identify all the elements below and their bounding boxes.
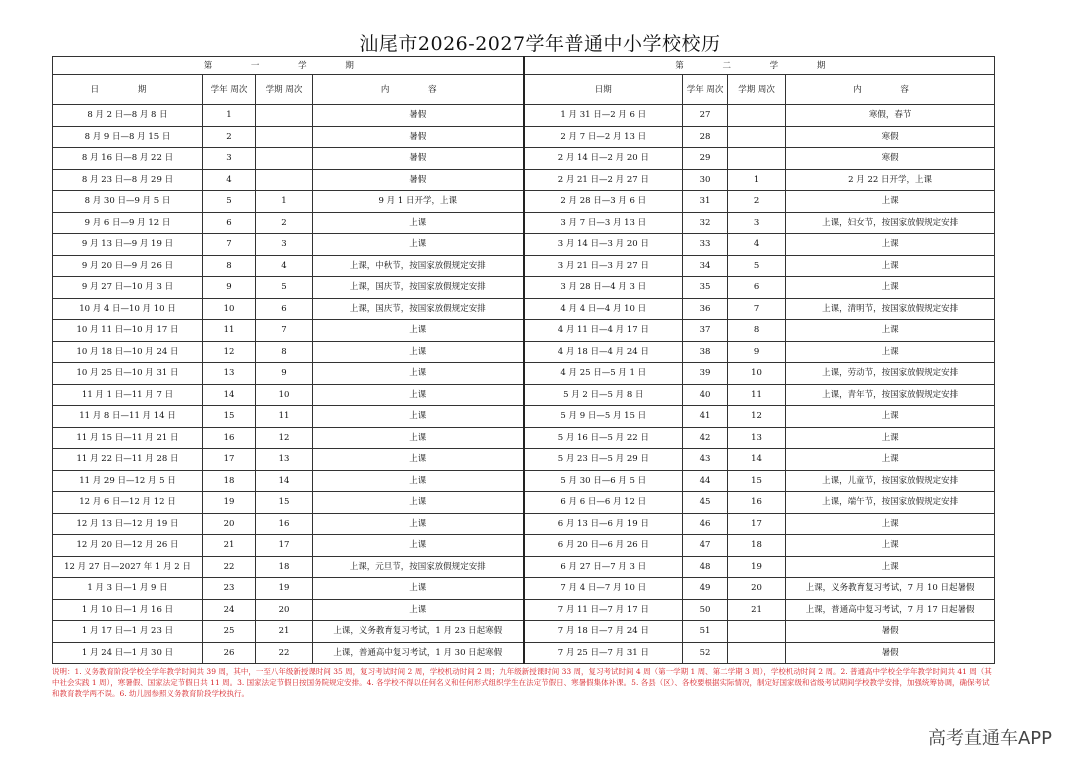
content-cell-second: 寒假 xyxy=(786,126,995,148)
content-cell-first: 上课 xyxy=(313,234,524,256)
year-week-cell-second: 40 xyxy=(683,384,728,406)
term-week-cell-first: 21 xyxy=(256,621,313,643)
content-cell-first: 上课 xyxy=(313,427,524,449)
date-cell-second: 4 月 25 日—5 月 1 日 xyxy=(524,363,683,385)
year-week-header-second: 学年 周次 xyxy=(683,75,728,105)
term-week-cell-first: 10 xyxy=(256,384,313,406)
table-row xyxy=(53,384,995,406)
date-cell-first: 12 月 6 日—12 月 12 日 xyxy=(53,492,203,514)
date-cell-second: 3 月 7 日—3 月 13 日 xyxy=(524,212,683,234)
term-week-cell-second: 4 xyxy=(728,234,786,256)
table-row xyxy=(53,191,995,213)
year-week-cell-first: 23 xyxy=(203,578,256,600)
content-cell-second: 暑假 xyxy=(786,621,995,643)
term-week-cell-second: 10 xyxy=(728,363,786,385)
table-row xyxy=(53,642,995,664)
table-row xyxy=(53,341,995,363)
year-week-cell-first: 21 xyxy=(203,535,256,557)
date-cell-first: 1 月 24 日—1 月 30 日 xyxy=(53,642,203,664)
term-week-cell-second: 11 xyxy=(728,384,786,406)
term-week-cell-first: 15 xyxy=(256,492,313,514)
date-cell-first: 9 月 13 日—9 月 19 日 xyxy=(53,234,203,256)
table-row xyxy=(53,578,995,600)
content-cell-second: 上课 xyxy=(786,406,995,428)
content-cell-first: 上课 xyxy=(313,320,524,342)
first-semester-header: 第 一 学 期 xyxy=(53,57,524,75)
date-header-first: 日 期 xyxy=(53,75,203,105)
year-week-cell-second: 29 xyxy=(683,148,728,170)
year-week-cell-second: 42 xyxy=(683,427,728,449)
content-cell-first: 上课 xyxy=(313,449,524,471)
term-week-cell-second: 3 xyxy=(728,212,786,234)
term-week-cell-second: 6 xyxy=(728,277,786,299)
term-week-cell-first: 7 xyxy=(256,320,313,342)
term-week-cell-first: 2 xyxy=(256,212,313,234)
year-week-cell-second: 31 xyxy=(683,191,728,213)
date-cell-second: 4 月 11 日—4 月 17 日 xyxy=(524,320,683,342)
table-row xyxy=(53,449,995,471)
table-row xyxy=(53,363,995,385)
term-week-cell-second: 17 xyxy=(728,513,786,535)
term-week-cell-first: 12 xyxy=(256,427,313,449)
date-cell-second: 6 月 13 日—6 月 19 日 xyxy=(524,513,683,535)
content-cell-first: 上课 xyxy=(313,212,524,234)
content-cell-second: 上课 xyxy=(786,449,995,471)
year-week-cell-second: 37 xyxy=(683,320,728,342)
term-week-cell-second: 20 xyxy=(728,578,786,600)
date-cell-first: 8 月 9 日—8 月 15 日 xyxy=(53,126,203,148)
content-cell-first: 上课，元旦节，按国家放假规定安排 xyxy=(313,556,524,578)
year-week-cell-first: 24 xyxy=(203,599,256,621)
page-title: 汕尾市2026-2027学年普通中小学校校历 xyxy=(359,33,721,55)
content-cell-second: 上课 xyxy=(786,320,995,342)
content-cell-first: 上课 xyxy=(313,492,524,514)
content-cell-first: 暑假 xyxy=(313,105,524,127)
table-row xyxy=(53,492,995,514)
date-cell-first: 8 月 16 日—8 月 22 日 xyxy=(53,148,203,170)
term-week-cell-second: 13 xyxy=(728,427,786,449)
term-week-cell-first: 13 xyxy=(256,449,313,471)
term-week-cell-first: 19 xyxy=(256,578,313,600)
term-week-cell-first: 1 xyxy=(256,191,313,213)
content-cell-first: 暑假 xyxy=(313,148,524,170)
term-week-cell-first: 20 xyxy=(256,599,313,621)
date-cell-second: 7 月 18 日—7 月 24 日 xyxy=(524,621,683,643)
year-week-cell-second: 49 xyxy=(683,578,728,600)
content-cell-second: 上课 xyxy=(786,277,995,299)
year-week-cell-second: 30 xyxy=(683,169,728,191)
date-cell-second: 2 月 28 日—3 月 6 日 xyxy=(524,191,683,213)
table-row xyxy=(53,255,995,277)
year-week-cell-second: 41 xyxy=(683,406,728,428)
table-row xyxy=(53,556,995,578)
content-cell-second: 上课，清明节，按国家放假规定安排 xyxy=(786,298,995,320)
year-week-cell-second: 44 xyxy=(683,470,728,492)
content-cell-second: 上课，妇女节，按国家放假规定安排 xyxy=(786,212,995,234)
content-cell-first: 上课 xyxy=(313,470,524,492)
term-week-cell-second: 1 xyxy=(728,169,786,191)
table-row xyxy=(53,621,995,643)
year-week-cell-second: 39 xyxy=(683,363,728,385)
term-week-header-first: 学期 周次 xyxy=(256,75,313,105)
school-calendar-table xyxy=(52,56,995,664)
content-cell-first: 上课 xyxy=(313,363,524,385)
year-week-cell-first: 3 xyxy=(203,148,256,170)
year-week-cell-second: 52 xyxy=(683,642,728,664)
content-cell-second: 上课，劳动节，按国家放假规定安排 xyxy=(786,363,995,385)
year-week-cell-first: 1 xyxy=(203,105,256,127)
year-week-cell-second: 38 xyxy=(683,341,728,363)
term-week-cell-first xyxy=(256,148,313,170)
year-week-cell-first: 4 xyxy=(203,169,256,191)
year-week-cell-first: 17 xyxy=(203,449,256,471)
date-cell-second: 2 月 21 日—2 月 27 日 xyxy=(524,169,683,191)
term-week-cell-second: 16 xyxy=(728,492,786,514)
year-week-cell-first: 14 xyxy=(203,384,256,406)
content-cell-second: 上课 xyxy=(786,234,995,256)
date-cell-first: 9 月 20 日—9 月 26 日 xyxy=(53,255,203,277)
term-week-cell-second: 15 xyxy=(728,470,786,492)
date-cell-second: 5 月 23 日—5 月 29 日 xyxy=(524,449,683,471)
table-row xyxy=(53,406,995,428)
content-cell-first: 上课 xyxy=(313,406,524,428)
year-week-cell-second: 27 xyxy=(683,105,728,127)
date-cell-first: 12 月 27 日—2027 年 1 月 2 日 xyxy=(53,556,203,578)
term-week-cell-second: 14 xyxy=(728,449,786,471)
year-week-cell-second: 28 xyxy=(683,126,728,148)
second-semester-header: 第 二 学 期 xyxy=(524,57,995,75)
content-cell-second: 上课，青年节，按国家放假规定安排 xyxy=(786,384,995,406)
date-cell-second: 3 月 21 日—3 月 27 日 xyxy=(524,255,683,277)
year-week-cell-first: 2 xyxy=(203,126,256,148)
term-week-cell-second: 2 xyxy=(728,191,786,213)
year-week-cell-second: 46 xyxy=(683,513,728,535)
term-week-cell-first: 14 xyxy=(256,470,313,492)
table-row xyxy=(53,513,995,535)
date-cell-second: 2 月 7 日—2 月 13 日 xyxy=(524,126,683,148)
date-cell-second: 5 月 2 日—5 月 8 日 xyxy=(524,384,683,406)
content-cell-first: 暑假 xyxy=(313,169,524,191)
date-cell-first: 8 月 30 日—9 月 5 日 xyxy=(53,191,203,213)
content-cell-first: 上课，国庆节，按国家放假规定安排 xyxy=(313,277,524,299)
content-cell-second: 暑假 xyxy=(786,642,995,664)
content-cell-first: 上课 xyxy=(313,513,524,535)
year-week-cell-first: 25 xyxy=(203,621,256,643)
year-week-cell-second: 51 xyxy=(683,621,728,643)
date-cell-second: 5 月 30 日—6 月 5 日 xyxy=(524,470,683,492)
content-cell-second: 上课 xyxy=(786,255,995,277)
content-cell-first: 上课 xyxy=(313,535,524,557)
table-row xyxy=(53,148,995,170)
year-week-cell-second: 47 xyxy=(683,535,728,557)
year-week-header-first: 学年 周次 xyxy=(203,75,256,105)
date-cell-second: 7 月 11 日—7 月 17 日 xyxy=(524,599,683,621)
term-week-cell-second: 5 xyxy=(728,255,786,277)
content-header-first: 内 容 xyxy=(313,75,524,105)
table-row xyxy=(53,535,995,557)
content-cell-second: 上课 xyxy=(786,427,995,449)
date-cell-first: 9 月 6 日—9 月 12 日 xyxy=(53,212,203,234)
date-cell-second: 3 月 14 日—3 月 20 日 xyxy=(524,234,683,256)
content-cell-first: 上课，普通高中复习考试，1 月 30 日起寒假 xyxy=(313,642,524,664)
year-week-cell-second: 34 xyxy=(683,255,728,277)
term-week-cell-first xyxy=(256,126,313,148)
date-cell-first: 11 月 15 日—11 月 21 日 xyxy=(53,427,203,449)
date-cell-first: 12 月 20 日—12 月 26 日 xyxy=(53,535,203,557)
table-row xyxy=(53,105,995,127)
date-cell-first: 10 月 4 日—10 月 10 日 xyxy=(53,298,203,320)
date-cell-second: 3 月 28 日—4 月 3 日 xyxy=(524,277,683,299)
date-cell-second: 2 月 14 日—2 月 20 日 xyxy=(524,148,683,170)
content-cell-first: 上课 xyxy=(313,341,524,363)
date-cell-second: 1 月 31 日—2 月 6 日 xyxy=(524,105,683,127)
content-cell-second: 上课 xyxy=(786,556,995,578)
content-cell-second: 上课，普通高中复习考试，7 月 17 日起暑假 xyxy=(786,599,995,621)
year-week-cell-first: 8 xyxy=(203,255,256,277)
date-cell-first: 12 月 13 日—12 月 19 日 xyxy=(53,513,203,535)
date-cell-first: 8 月 23 日—8 月 29 日 xyxy=(53,169,203,191)
date-cell-first: 11 月 8 日—11 月 14 日 xyxy=(53,406,203,428)
term-week-cell-first: 3 xyxy=(256,234,313,256)
date-cell-first: 1 月 17 日—1 月 23 日 xyxy=(53,621,203,643)
watermark: 高考直通车APP xyxy=(927,728,1052,749)
term-week-cell-first: 4 xyxy=(256,255,313,277)
content-cell-second: 上课，端午节，按国家放假规定安排 xyxy=(786,492,995,514)
term-week-cell-second: 7 xyxy=(728,298,786,320)
table-row xyxy=(53,470,995,492)
content-cell-second: 上课，儿童节，按国家放假规定安排 xyxy=(786,470,995,492)
table-row xyxy=(53,277,995,299)
content-header-second: 内 容 xyxy=(786,75,995,105)
year-week-cell-first: 18 xyxy=(203,470,256,492)
term-week-cell-first: 16 xyxy=(256,513,313,535)
year-week-cell-first: 15 xyxy=(203,406,256,428)
table-row xyxy=(53,234,995,256)
table-row xyxy=(53,126,995,148)
date-cell-first: 1 月 10 日—1 月 16 日 xyxy=(53,599,203,621)
term-week-cell-second: 12 xyxy=(728,406,786,428)
date-cell-second: 5 月 9 日—5 月 15 日 xyxy=(524,406,683,428)
date-header-second: 日期 xyxy=(524,75,683,105)
term-week-cell-first: 18 xyxy=(256,556,313,578)
year-week-cell-second: 50 xyxy=(683,599,728,621)
date-cell-second: 7 月 25 日—7 月 31 日 xyxy=(524,642,683,664)
term-week-cell-second: 21 xyxy=(728,599,786,621)
term-week-cell-second: 19 xyxy=(728,556,786,578)
content-cell-second: 寒假 xyxy=(786,148,995,170)
year-week-cell-second: 33 xyxy=(683,234,728,256)
year-week-cell-first: 16 xyxy=(203,427,256,449)
table-row xyxy=(53,212,995,234)
table-row xyxy=(53,599,995,621)
year-week-cell-first: 5 xyxy=(203,191,256,213)
date-cell-second: 4 月 4 日—4 月 10 日 xyxy=(524,298,683,320)
date-cell-first: 11 月 22 日—11 月 28 日 xyxy=(53,449,203,471)
year-week-cell-first: 13 xyxy=(203,363,256,385)
year-week-cell-second: 45 xyxy=(683,492,728,514)
term-week-cell-second xyxy=(728,126,786,148)
term-week-header-second: 学期 周次 xyxy=(728,75,786,105)
year-week-cell-second: 43 xyxy=(683,449,728,471)
date-cell-first: 1 月 3 日—1 月 9 日 xyxy=(53,578,203,600)
table-row xyxy=(53,298,995,320)
content-cell-second: 上课 xyxy=(786,513,995,535)
term-week-cell-first: 22 xyxy=(256,642,313,664)
date-cell-second: 6 月 6 日—6 月 12 日 xyxy=(524,492,683,514)
term-week-cell-first: 11 xyxy=(256,406,313,428)
year-week-cell-first: 7 xyxy=(203,234,256,256)
content-cell-first: 上课 xyxy=(313,578,524,600)
content-cell-second: 上课，义务教育复习考试，7 月 10 日起暑假 xyxy=(786,578,995,600)
year-week-cell-first: 26 xyxy=(203,642,256,664)
term-week-cell-first xyxy=(256,105,313,127)
date-cell-first: 11 月 1 日—11 月 7 日 xyxy=(53,384,203,406)
date-cell-second: 7 月 4 日—7 月 10 日 xyxy=(524,578,683,600)
date-cell-first: 11 月 29 日—12 月 5 日 xyxy=(53,470,203,492)
content-cell-first: 上课 xyxy=(313,384,524,406)
term-week-cell-first xyxy=(256,169,313,191)
date-cell-first: 10 月 18 日—10 月 24 日 xyxy=(53,341,203,363)
year-week-cell-first: 10 xyxy=(203,298,256,320)
term-week-cell-second: 9 xyxy=(728,341,786,363)
date-cell-first: 10 月 11 日—10 月 17 日 xyxy=(53,320,203,342)
date-cell-first: 9 月 27 日—10 月 3 日 xyxy=(53,277,203,299)
year-week-cell-first: 19 xyxy=(203,492,256,514)
term-week-cell-second: 18 xyxy=(728,535,786,557)
year-week-cell-first: 6 xyxy=(203,212,256,234)
date-cell-first: 8 月 2 日—8 月 8 日 xyxy=(53,105,203,127)
term-week-cell-first: 6 xyxy=(256,298,313,320)
term-week-cell-second xyxy=(728,148,786,170)
year-week-cell-first: 12 xyxy=(203,341,256,363)
notes: 说明：1. 义务教育阶段学校全学年教学时间共 39 周，其中，一至八年级新授课时间 35 周，复习考试时间 2 周，学校机动时间 2 周；九年级新授课时间 33 周，复习考试时间 4 周（第一学期 1 周、第二学期 3 周），学校机动时间 2 周。2. 普通高中学校全学年教学时间共 41 周（其中社会实践 1 周），寒暑假、国家法定节假日共 11 周。3. 国家法定节假日按国务院规定安排。4. 各学校不得以任何名义和任何形式组织学生在法定节假日、寒暑假集体补课。5. 各县（区）、各校要根据实际情况，制定好国家级和省级考试期间学校教学安排，加强统筹协调，确保考试和教育教学两不误。6. 幼儿园参照义务教育阶段学校执行。 xyxy=(52,667,992,698)
content-cell-first: 上课 xyxy=(313,599,524,621)
year-week-cell-second: 32 xyxy=(683,212,728,234)
content-cell-first: 9 月 1 日开学，上课 xyxy=(313,191,524,213)
term-week-cell-first: 17 xyxy=(256,535,313,557)
year-week-cell-first: 20 xyxy=(203,513,256,535)
table-row xyxy=(53,169,995,191)
term-week-cell-second: 8 xyxy=(728,320,786,342)
content-cell-first: 上课，国庆节，按国家放假规定安排 xyxy=(313,298,524,320)
date-cell-second: 5 月 16 日—5 月 22 日 xyxy=(524,427,683,449)
date-cell-first: 10 月 25 日—10 月 31 日 xyxy=(53,363,203,385)
content-cell-second: 上课 xyxy=(786,535,995,557)
table-row xyxy=(53,427,995,449)
content-cell-second: 2 月 22 日开学，上课 xyxy=(786,169,995,191)
content-cell-first: 上课，中秋节，按国家放假规定安排 xyxy=(313,255,524,277)
term-week-cell-second xyxy=(728,105,786,127)
content-cell-second: 上课 xyxy=(786,341,995,363)
content-cell-second: 上课 xyxy=(786,191,995,213)
year-week-cell-second: 35 xyxy=(683,277,728,299)
term-week-cell-second xyxy=(728,621,786,643)
year-week-cell-first: 22 xyxy=(203,556,256,578)
term-week-cell-first: 9 xyxy=(256,363,313,385)
table-row xyxy=(53,320,995,342)
term-week-cell-second xyxy=(728,642,786,664)
year-week-cell-second: 36 xyxy=(683,298,728,320)
content-cell-first: 暑假 xyxy=(313,126,524,148)
term-week-cell-first: 5 xyxy=(256,277,313,299)
content-cell-first: 上课，义务教育复习考试，1 月 23 日起寒假 xyxy=(313,621,524,643)
year-week-cell-first: 11 xyxy=(203,320,256,342)
date-cell-second: 6 月 27 日—7 月 3 日 xyxy=(524,556,683,578)
year-week-cell-second: 48 xyxy=(683,556,728,578)
date-cell-second: 6 月 20 日—6 月 26 日 xyxy=(524,535,683,557)
content-cell-second: 寒假，春节 xyxy=(786,105,995,127)
term-week-cell-first: 8 xyxy=(256,341,313,363)
date-cell-second: 4 月 18 日—4 月 24 日 xyxy=(524,341,683,363)
year-week-cell-first: 9 xyxy=(203,277,256,299)
